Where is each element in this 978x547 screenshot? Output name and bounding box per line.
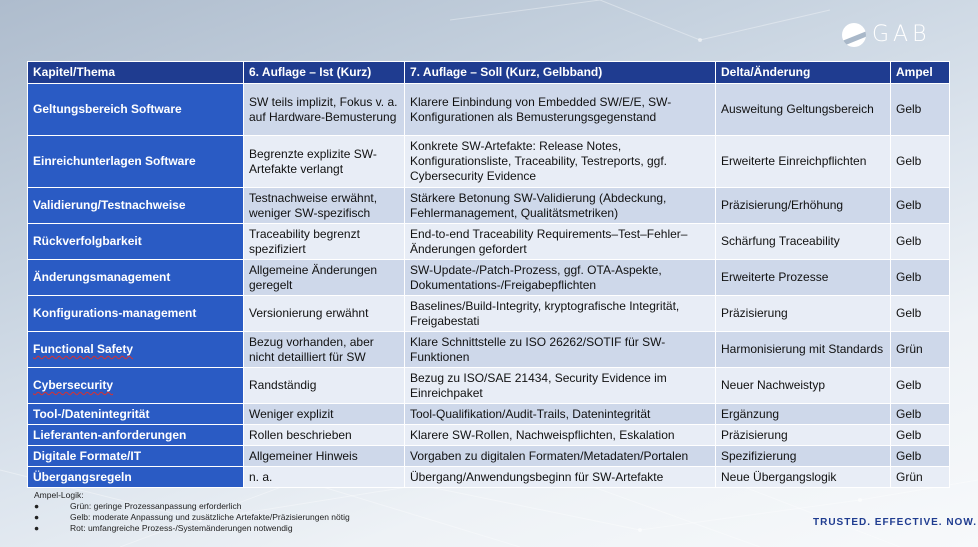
row-soll: Klare Schnittstelle zu ISO 26262/SOTIF für SW-Funktionen — [405, 332, 716, 368]
row-topic: Digitale Formate/IT — [28, 446, 244, 467]
gab-logo-mark-icon — [842, 23, 866, 47]
row-topic: Konfigurations-management — [28, 296, 244, 332]
row-soll: Konkrete SW-Artefakte: Release Notes, Konfigurationsliste, Traceability, Testreports, ggf. Cybersecurity Evidence — [405, 136, 716, 188]
row-soll: Klarere Einbindung von Embedded SW/E/E, SW-Konfigurationen als Bemusterungsgegenstand — [405, 84, 716, 136]
row-ampel: Gelb — [891, 84, 950, 136]
row-ist: Allgemeine Änderungen geregelt — [244, 260, 405, 296]
row-topic-text: Cybersecurity — [33, 378, 114, 392]
row-delta: Erweiterte Einreichpflichten — [716, 136, 891, 188]
table-header-row — [28, 62, 950, 84]
table-row — [28, 296, 950, 332]
row-ist: Versionierung erwähnt — [244, 296, 405, 332]
table-row — [28, 224, 950, 260]
row-ist: Bezug vorhanden, aber nicht detailliert für SW — [244, 332, 405, 368]
row-delta: Ergänzung — [716, 404, 891, 425]
row-ist: Allgemeiner Hinweis — [244, 446, 405, 467]
bullet-icon: ● — [34, 523, 40, 533]
row-delta: Präzisierung — [716, 296, 891, 332]
bullet-icon: ● — [34, 501, 40, 511]
row-delta: Schärfung Traceability — [716, 224, 891, 260]
row-ampel: Gelb — [891, 446, 950, 467]
row-topic: Lieferanten-anforderungen — [28, 425, 244, 446]
row-topic — [28, 332, 244, 368]
row-soll: Tool-Qualifikation/Audit-Trails, Datenintegrität — [405, 404, 716, 425]
table-row — [28, 260, 950, 296]
row-ampel: Grün — [891, 467, 950, 488]
row-topic: Übergangsregeln — [28, 467, 244, 488]
row-ist: Traceability begrenzt spezifiziert — [244, 224, 405, 260]
row-soll: Bezug zu ISO/SAE 21434, Security Evidence im Einreichpaket — [405, 368, 716, 404]
row-ist: Begrenzte explizite SW-Artefakte verlangt — [244, 136, 405, 188]
row-topic: Validierung/Testnachweise — [28, 188, 244, 224]
legend-title: Ampel-Logik: — [34, 490, 84, 500]
row-topic: Geltungsbereich Software — [28, 84, 244, 136]
row-delta: Erweiterte Prozesse — [716, 260, 891, 296]
header-kapitel-thema: Kapitel/Thema — [28, 62, 244, 84]
row-delta: Spezifizierung — [716, 446, 891, 467]
row-delta: Präzisierung — [716, 425, 891, 446]
table-row — [28, 332, 950, 368]
row-ampel: Gelb — [891, 296, 950, 332]
row-ampel: Gelb — [891, 260, 950, 296]
row-ampel: Gelb — [891, 404, 950, 425]
row-topic: Rückverfolgbarkeit — [28, 224, 244, 260]
tagline: TRUSTED. EFFECTIVE. NOW. — [813, 517, 978, 528]
row-delta: Neue Übergangslogik — [716, 467, 891, 488]
comparison-table — [27, 61, 950, 488]
row-delta: Harmonisierung mit Standards — [716, 332, 891, 368]
table-row — [28, 368, 950, 404]
header-ampel: Ampel — [891, 62, 950, 84]
table-row — [28, 188, 950, 224]
legend-item-text: Gelb: moderate Anpassung und zusätzliche Artefakte/Präzisierungen nötig — [70, 512, 350, 522]
row-ampel: Gelb — [891, 136, 950, 188]
row-delta: Neuer Nachweistyp — [716, 368, 891, 404]
ampel-legend — [34, 490, 350, 534]
row-ampel: Grün — [891, 332, 950, 368]
table-row — [28, 446, 950, 467]
row-topic: Einreichunterlagen Software — [28, 136, 244, 188]
row-soll: Baselines/Build-Integrity, kryptografische Integrität, Freigabestati — [405, 296, 716, 332]
row-ist: SW teils implizit, Fokus v. a. auf Hardware-Bemusterung — [244, 84, 405, 136]
gab-logo — [842, 22, 931, 47]
header-soll: 7. Auflage – Soll (Kurz, Gelbband) — [405, 62, 716, 84]
list-item — [34, 523, 350, 534]
row-topic-text: Functional Safety — [33, 342, 134, 356]
row-ist: Randständig — [244, 368, 405, 404]
row-delta: Ausweitung Geltungsbereich — [716, 84, 891, 136]
row-soll: Klarere SW-Rollen, Nachweispflichten, Eskalation — [405, 425, 716, 446]
row-soll: Stärkere Betonung SW-Validierung (Abdeckung, Fehlermanagement, Qualitätsmetriken) — [405, 188, 716, 224]
row-ampel: Gelb — [891, 368, 950, 404]
row-ist: Rollen beschrieben — [244, 425, 405, 446]
legend-list — [34, 501, 350, 534]
header-delta: Delta/Änderung — [716, 62, 891, 84]
legend-item-text: Rot: umfangreiche Prozess-/Systemänderungen notwendig — [70, 523, 293, 533]
list-item — [34, 512, 350, 523]
row-ampel: Gelb — [891, 188, 950, 224]
row-topic: Änderungsmanagement — [28, 260, 244, 296]
table-row — [28, 467, 950, 488]
row-ist: Testnachweise erwähnt, weniger SW-spezifisch — [244, 188, 405, 224]
table-row — [28, 136, 950, 188]
row-topic — [28, 368, 244, 404]
row-soll: SW-Update-/Patch-Prozess, ggf. OTA-Aspekte, Dokumentations-/Freigabepflichten — [405, 260, 716, 296]
row-soll: Vorgaben zu digitalen Formaten/Metadaten/Portalen — [405, 446, 716, 467]
table-row — [28, 425, 950, 446]
header-ist: 6. Auflage – Ist (Kurz) — [244, 62, 405, 84]
row-ist: Weniger explizit — [244, 404, 405, 425]
row-topic: Tool-/Datenintegrität — [28, 404, 244, 425]
list-item — [34, 501, 350, 512]
table-row — [28, 404, 950, 425]
row-soll: Übergang/Anwendungsbeginn für SW-Artefakte — [405, 467, 716, 488]
row-ampel: Gelb — [891, 224, 950, 260]
table-row — [28, 84, 950, 136]
row-ist: n. a. — [244, 467, 405, 488]
row-delta: Präzisierung/Erhöhung — [716, 188, 891, 224]
legend-item-text: Grün: geringe Prozessanpassung erforderlich — [70, 501, 242, 511]
row-soll: End-to-end Traceability Requirements–Test–Fehler–Änderungen gefordert — [405, 224, 716, 260]
gab-logo-text: GAB — [872, 22, 931, 47]
bullet-icon: ● — [34, 512, 40, 522]
row-ampel: Gelb — [891, 425, 950, 446]
